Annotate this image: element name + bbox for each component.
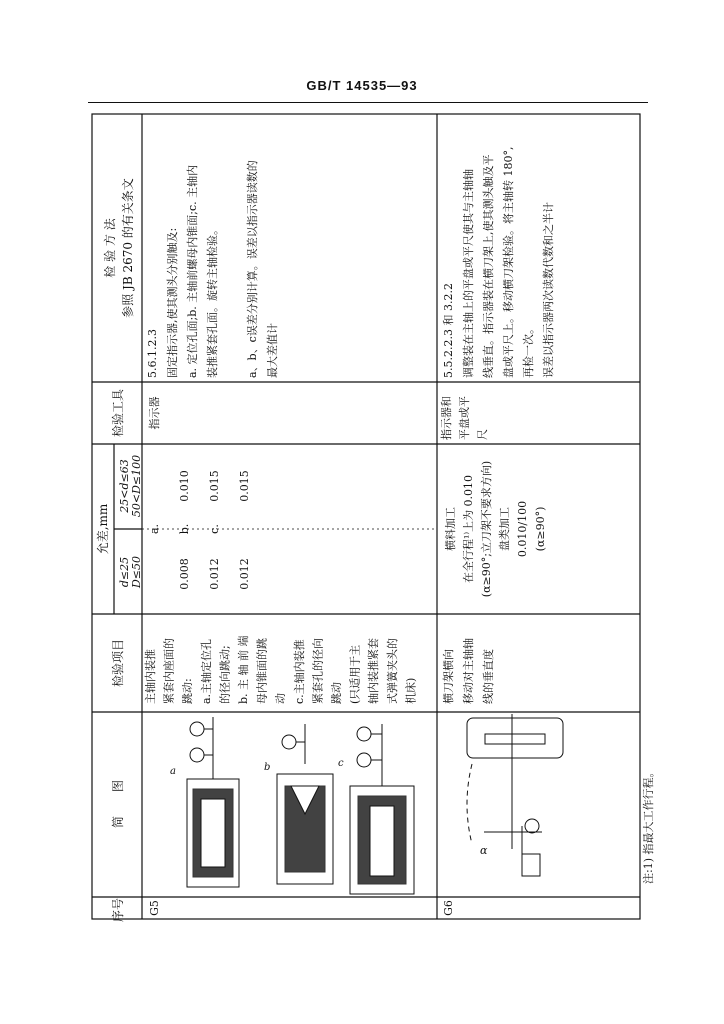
item-line: 跳动 bbox=[330, 682, 343, 704]
row-g5-method bbox=[146, 160, 279, 378]
item-line: a.主轴定位孔 bbox=[199, 638, 213, 704]
header-tolerance: 允差,mm bbox=[96, 503, 110, 555]
tool-line: 指示器和 bbox=[440, 396, 453, 440]
item-line: 的径向跳动; bbox=[218, 645, 232, 704]
footnote: 注:1) 指最大工作行程。 bbox=[642, 766, 655, 884]
row-g5-id: G5 bbox=[148, 900, 161, 916]
item-line: 轴内装推紧套 bbox=[367, 638, 381, 704]
method-line: 线垂直。指示器装在横刀架上,使其测头触及平 bbox=[482, 154, 495, 378]
item-line: 动 bbox=[274, 693, 288, 704]
item-line: 机床) bbox=[404, 677, 418, 704]
g6-alpha-label: α bbox=[480, 844, 488, 857]
row-g5-item bbox=[143, 635, 417, 704]
inspection-table bbox=[92, 114, 655, 923]
item-line: 紧套内座面的 bbox=[162, 638, 176, 704]
item-line: 主轴内装推 bbox=[144, 649, 157, 704]
row-g6-tolerance bbox=[443, 461, 547, 597]
method-line: 装推紧套孔面。旋转主轴检验。 bbox=[206, 224, 219, 378]
method-line: 5.6.1.2.3 bbox=[146, 329, 159, 378]
tolerance-big: 0.015 bbox=[208, 470, 221, 502]
method-line: 固定指示器,使其测头分别触及: bbox=[166, 227, 179, 378]
tolerance-line: 在全行程¹⁾上为 0.010 bbox=[462, 474, 475, 584]
method-line: a. 定位孔面;b. 主轴前螺母内锥面;c. 主轴内 bbox=[186, 164, 199, 378]
item-line: 紧套孔的径向 bbox=[311, 638, 325, 704]
g5-label-a: a bbox=[170, 766, 176, 777]
g5-label-c: c bbox=[338, 758, 344, 769]
row-g6-method bbox=[442, 147, 555, 379]
header-rule bbox=[88, 102, 648, 103]
method-line: 误差以指示器两次读数代数和之半计 bbox=[542, 202, 555, 378]
tolerance-big: 0.010 bbox=[178, 470, 191, 502]
g5-label-b: b bbox=[264, 762, 271, 773]
header-tool: 检验工具 bbox=[111, 388, 125, 438]
item-line: c.主轴内装推 bbox=[292, 639, 306, 704]
row-g6-id: G6 bbox=[442, 900, 455, 916]
tolerance-small: 0.008 bbox=[178, 558, 191, 590]
header-tol-small-D: D≤50 bbox=[130, 555, 143, 589]
row-g6-tool bbox=[439, 396, 489, 440]
header-method-1: 检 验 方 法 bbox=[103, 218, 117, 278]
method-line: 调整装在主轴上的平盘或平尺使其与主轴轴 bbox=[462, 169, 475, 378]
header-diagram: 简 图 bbox=[111, 779, 125, 829]
row-g5-tolerance bbox=[148, 470, 251, 590]
item-line: 式弹簧夹头的 bbox=[385, 638, 399, 704]
header-tol-big-d: 25<d≤63 bbox=[118, 459, 131, 513]
tolerance-big: 0.015 bbox=[238, 470, 251, 502]
method-line: 盘或平尺上。移动横刀架检验。将主轴转 180°, bbox=[502, 146, 515, 378]
row-g6-item bbox=[441, 638, 495, 704]
standard-number-header: GB/T 14535—93 bbox=[306, 78, 418, 93]
item-line: b. 主 轴 前 端 bbox=[237, 635, 250, 704]
tool-line: 尺 bbox=[476, 429, 489, 440]
method-line: a、b、c误差分别计算。误差以指示器读数的 bbox=[246, 160, 259, 378]
tolerance-line: (α≥90°;立刀架不要求方向) bbox=[480, 460, 493, 598]
item-line: 横刀架横向 bbox=[442, 649, 455, 704]
tolerance-label: b. bbox=[178, 523, 191, 535]
tolerance-line: (α≥90°) bbox=[534, 506, 547, 552]
tolerance-label: a. bbox=[148, 523, 161, 535]
item-line: 母内锥面的跳 bbox=[255, 638, 269, 704]
header-tol-small-d: d≤25 bbox=[118, 556, 131, 588]
method-line: 5.5.2.2.3 和 3.2.2 bbox=[442, 283, 455, 378]
item-line: 跳动: bbox=[181, 678, 195, 704]
header-tol-big-D: 50<D≤100 bbox=[130, 454, 143, 518]
header-serial: 序号 bbox=[111, 897, 125, 923]
header-method-2: 参照 JB 2670 的有关条文 bbox=[121, 178, 135, 318]
header-item: 检验项目 bbox=[111, 638, 125, 688]
tolerance-small: 0.012 bbox=[208, 558, 221, 590]
tolerance-small: 0.012 bbox=[238, 558, 251, 590]
item-line: (只适用于主 bbox=[348, 644, 362, 704]
item-line: 移动对主轴轴 bbox=[462, 638, 475, 704]
g5-diagram bbox=[187, 717, 414, 894]
tolerance-line: 0.010/100 bbox=[516, 500, 529, 558]
method-line: 再检一次。 bbox=[522, 323, 535, 378]
tolerance-label: c. bbox=[208, 524, 221, 534]
tool-line: 平盘或平 bbox=[458, 396, 471, 440]
item-line: 线的垂直度 bbox=[482, 649, 495, 704]
method-line: 最大差值计 bbox=[266, 323, 279, 378]
row-g5-tool: 指示器 bbox=[148, 396, 161, 430]
tolerance-line: 盘类加工 bbox=[498, 507, 511, 551]
tolerance-line: 横料加工 bbox=[444, 507, 457, 551]
